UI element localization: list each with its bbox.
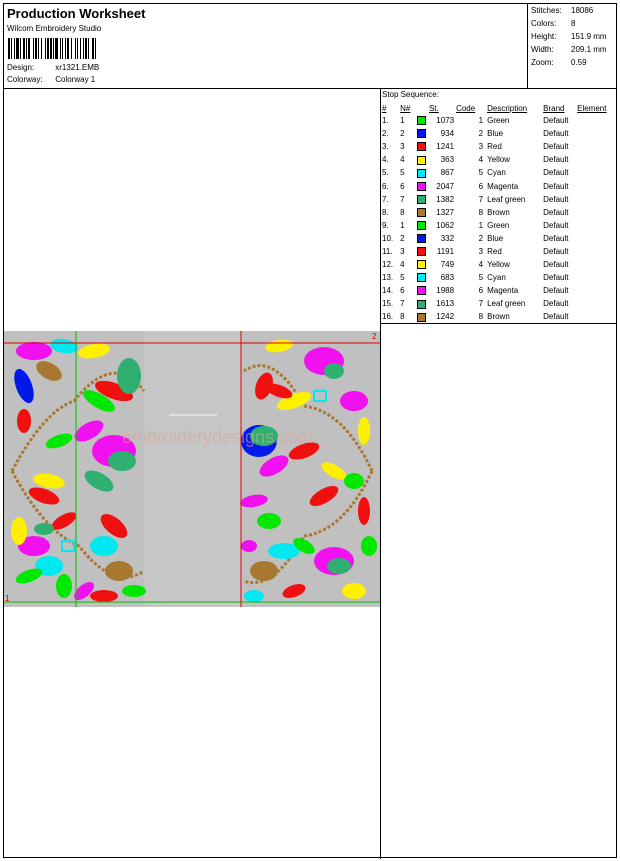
table-header-row xyxy=(382,102,616,114)
row-brand: Default xyxy=(543,246,569,256)
stat-value: 8 xyxy=(571,19,576,28)
row-stitches: 749 xyxy=(440,260,455,270)
design-filename: xr1321.EMB xyxy=(55,63,100,72)
color-swatch xyxy=(417,208,426,217)
row-stitches: 1241 xyxy=(436,142,455,152)
color-swatch xyxy=(417,234,426,243)
row-brand: Default xyxy=(543,155,569,165)
row-code: 8 xyxy=(478,207,484,217)
row-swatch xyxy=(417,297,429,310)
design-preview xyxy=(4,331,380,607)
row-index: 7. xyxy=(382,194,389,204)
table-row xyxy=(382,127,616,140)
row-needle: 7 xyxy=(400,299,405,309)
col-header-needle: N# xyxy=(400,103,411,113)
stat-value: 0.59 xyxy=(571,58,587,67)
row-index: 3. xyxy=(382,142,389,152)
row-code: 1 xyxy=(478,116,484,126)
col-header-index: # xyxy=(382,103,387,113)
col-header-stitches: St. xyxy=(428,103,439,113)
table-row xyxy=(382,153,616,166)
row-brand: Default xyxy=(543,299,569,309)
row-stitches: 934 xyxy=(440,129,455,139)
col-header-code: Code xyxy=(456,103,476,113)
row-needle: 3 xyxy=(400,142,405,152)
row-description: Yellow xyxy=(487,260,510,270)
row-code: 1 xyxy=(478,220,484,230)
row-brand: Default xyxy=(543,142,569,152)
row-needle: 2 xyxy=(400,129,405,139)
row-description: Blue xyxy=(487,233,504,243)
row-stitches: 363 xyxy=(440,155,455,165)
row-element xyxy=(577,179,616,192)
color-swatch xyxy=(417,286,426,295)
color-swatch xyxy=(417,221,426,230)
color-swatch xyxy=(417,142,426,151)
table-row xyxy=(382,310,616,323)
color-swatch xyxy=(417,195,426,204)
row-description: Leaf green xyxy=(487,194,526,204)
color-swatch xyxy=(417,129,426,138)
row-swatch xyxy=(417,193,429,206)
row-stitches: 1062 xyxy=(436,220,455,230)
row-description: Green xyxy=(487,116,510,126)
table-row xyxy=(382,297,616,310)
stat-label: Stitches: xyxy=(531,6,562,15)
stat-value: 18086 xyxy=(571,6,594,15)
stat-width xyxy=(531,45,607,54)
row-needle: 1 xyxy=(400,220,405,230)
row-index: 8. xyxy=(382,207,389,217)
table-row xyxy=(382,258,616,271)
table-row xyxy=(382,166,616,179)
color-swatch xyxy=(417,260,426,269)
stat-zoom xyxy=(531,58,587,67)
column-divider xyxy=(380,88,381,859)
table-row xyxy=(382,271,616,284)
row-swatch xyxy=(417,179,429,192)
row-brand: Default xyxy=(543,168,569,178)
col-header-element: Element xyxy=(577,103,607,113)
row-swatch xyxy=(417,219,429,232)
row-description: Leaf green xyxy=(487,299,526,309)
row-index: 6. xyxy=(382,181,389,191)
row-swatch xyxy=(417,310,429,323)
row-code: 3 xyxy=(478,246,484,256)
row-code: 5 xyxy=(478,273,484,283)
row-swatch xyxy=(417,127,429,140)
table-row xyxy=(382,193,616,206)
worksheet-header xyxy=(4,4,616,89)
barcode xyxy=(8,38,133,59)
row-description: Cyan xyxy=(487,168,506,178)
row-index: 13. xyxy=(382,273,394,283)
table-row xyxy=(382,232,616,245)
table-row xyxy=(382,219,616,232)
row-needle: 1 xyxy=(400,116,405,126)
row-description: Cyan xyxy=(487,273,506,283)
row-swatch xyxy=(417,140,429,153)
row-code: 7 xyxy=(478,299,484,309)
color-swatch xyxy=(417,247,426,256)
design-label: Design: xyxy=(7,63,35,72)
colorway-value: Colorway 1 xyxy=(55,75,96,84)
stat-value: 151.9 mm xyxy=(571,32,607,41)
row-code: 8 xyxy=(478,312,484,322)
row-brand: Default xyxy=(543,286,569,296)
row-element xyxy=(577,166,616,179)
row-code: 4 xyxy=(478,155,484,165)
stat-label: Colors: xyxy=(531,19,557,28)
row-stitches: 1242 xyxy=(436,312,455,322)
row-needle: 6 xyxy=(400,286,405,296)
row-stitches: 1327 xyxy=(436,207,455,217)
stat-label: Height: xyxy=(531,32,557,41)
row-needle: 8 xyxy=(400,207,405,217)
row-element xyxy=(577,114,616,127)
colorway-row xyxy=(7,75,95,84)
table-row xyxy=(382,114,616,127)
worksheet-title: Production Worksheet xyxy=(7,6,146,21)
row-index: 5. xyxy=(382,168,389,178)
row-needle: 8 xyxy=(400,312,405,322)
row-element xyxy=(577,284,616,297)
row-index: 1. xyxy=(382,116,389,126)
row-index: 4. xyxy=(382,155,389,165)
worksheet-sheet xyxy=(3,3,617,858)
row-brand: Default xyxy=(543,220,569,230)
color-swatch xyxy=(417,313,426,322)
row-description: Blue xyxy=(487,129,504,139)
row-element xyxy=(577,258,616,271)
row-brand: Default xyxy=(543,233,569,243)
row-description: Brown xyxy=(487,312,510,322)
design-row xyxy=(7,63,99,72)
row-code: 2 xyxy=(478,233,484,243)
row-swatch xyxy=(417,114,429,127)
watermark-text: embroiderydesigns.com xyxy=(122,427,314,447)
row-brand: Default xyxy=(543,181,569,191)
row-index: 12. xyxy=(382,260,394,270)
row-index: 9. xyxy=(382,220,389,230)
row-index: 15. xyxy=(382,299,394,309)
row-element xyxy=(577,153,616,166)
row-code: 5 xyxy=(478,168,484,178)
row-stitches: 683 xyxy=(440,273,455,283)
row-brand: Default xyxy=(543,273,569,283)
stat-stitches xyxy=(531,6,593,15)
row-swatch xyxy=(417,166,429,179)
row-element xyxy=(577,297,616,310)
row-code: 3 xyxy=(478,142,484,152)
company-name: Wilcom Embroidery Studio xyxy=(7,24,102,33)
row-element xyxy=(577,206,616,219)
row-needle: 7 xyxy=(400,194,405,204)
table-row xyxy=(382,284,616,297)
row-description: Magenta xyxy=(487,181,519,191)
end-marker: 2 xyxy=(372,332,377,341)
row-element xyxy=(577,140,616,153)
row-element xyxy=(577,245,616,258)
row-stitches: 2047 xyxy=(436,181,455,191)
stat-colors xyxy=(531,19,575,28)
row-stitches: 1988 xyxy=(436,286,455,296)
row-swatch xyxy=(417,153,429,166)
row-code: 7 xyxy=(478,194,484,204)
row-code: 4 xyxy=(478,260,484,270)
row-element xyxy=(577,127,616,140)
start-marker: 1 xyxy=(5,594,10,603)
stop-sequence-table xyxy=(382,102,616,324)
row-needle: 5 xyxy=(400,168,405,178)
row-brand: Default xyxy=(543,129,569,139)
row-stitches: 1382 xyxy=(436,194,455,204)
color-swatch xyxy=(417,156,426,165)
row-brand: Default xyxy=(543,260,569,270)
row-index: 16. xyxy=(382,312,394,322)
row-needle: 6 xyxy=(400,181,405,191)
row-swatch xyxy=(417,206,429,219)
row-code: 6 xyxy=(478,181,484,191)
stat-height xyxy=(531,32,607,41)
row-description: Red xyxy=(487,246,502,256)
color-swatch xyxy=(417,169,426,178)
row-index: 14. xyxy=(382,286,394,296)
stop-sequence-title: Stop Sequence: xyxy=(382,90,439,99)
row-swatch xyxy=(417,232,429,245)
table-row xyxy=(382,245,616,258)
row-needle: 5 xyxy=(400,273,405,283)
row-element xyxy=(577,271,616,284)
col-header-description: Description xyxy=(487,103,528,113)
embroidery-artwork xyxy=(4,331,380,607)
row-needle: 3 xyxy=(400,246,405,256)
row-needle: 4 xyxy=(400,155,405,165)
row-swatch xyxy=(417,271,429,284)
col-header-swatch xyxy=(417,102,429,114)
row-description: Green xyxy=(487,220,510,230)
row-swatch xyxy=(417,284,429,297)
row-index: 10. xyxy=(382,233,394,243)
row-description: Magenta xyxy=(487,286,519,296)
color-swatch xyxy=(417,182,426,191)
row-index: 2. xyxy=(382,129,389,139)
stop-rows xyxy=(382,114,616,324)
row-brand: Default xyxy=(543,312,569,322)
row-stitches: 1191 xyxy=(436,246,455,256)
row-brand: Default xyxy=(543,207,569,217)
color-swatch xyxy=(417,300,426,309)
row-element xyxy=(577,193,616,206)
row-swatch xyxy=(417,245,429,258)
row-stitches: 1613 xyxy=(436,299,455,309)
color-swatch xyxy=(417,273,426,282)
row-code: 2 xyxy=(478,129,484,139)
row-description: Red xyxy=(487,142,502,152)
row-brand: Default xyxy=(543,194,569,204)
row-needle: 4 xyxy=(400,260,405,270)
row-brand: Default xyxy=(543,116,569,126)
row-element xyxy=(577,310,616,323)
row-stitches: 332 xyxy=(440,233,455,243)
table-row xyxy=(382,179,616,192)
row-index: 11. xyxy=(382,246,393,256)
stat-label: Zoom: xyxy=(531,58,554,67)
row-stitches: 867 xyxy=(440,168,455,178)
stat-value: 209.1 mm xyxy=(571,45,607,54)
row-description: Yellow xyxy=(487,155,510,165)
row-code: 6 xyxy=(478,286,484,296)
row-needle: 2 xyxy=(400,233,405,243)
table-row xyxy=(382,206,616,219)
row-description: Brown xyxy=(487,207,510,217)
stats-panel xyxy=(527,4,617,88)
row-element xyxy=(577,232,616,245)
row-swatch xyxy=(417,258,429,271)
row-element xyxy=(577,219,616,232)
colorway-label: Colorway: xyxy=(7,75,43,84)
color-swatch xyxy=(417,116,426,125)
col-header-brand: Brand xyxy=(543,103,565,113)
row-stitches: 1073 xyxy=(436,116,455,126)
stat-label: Width: xyxy=(531,45,554,54)
table-row xyxy=(382,140,616,153)
